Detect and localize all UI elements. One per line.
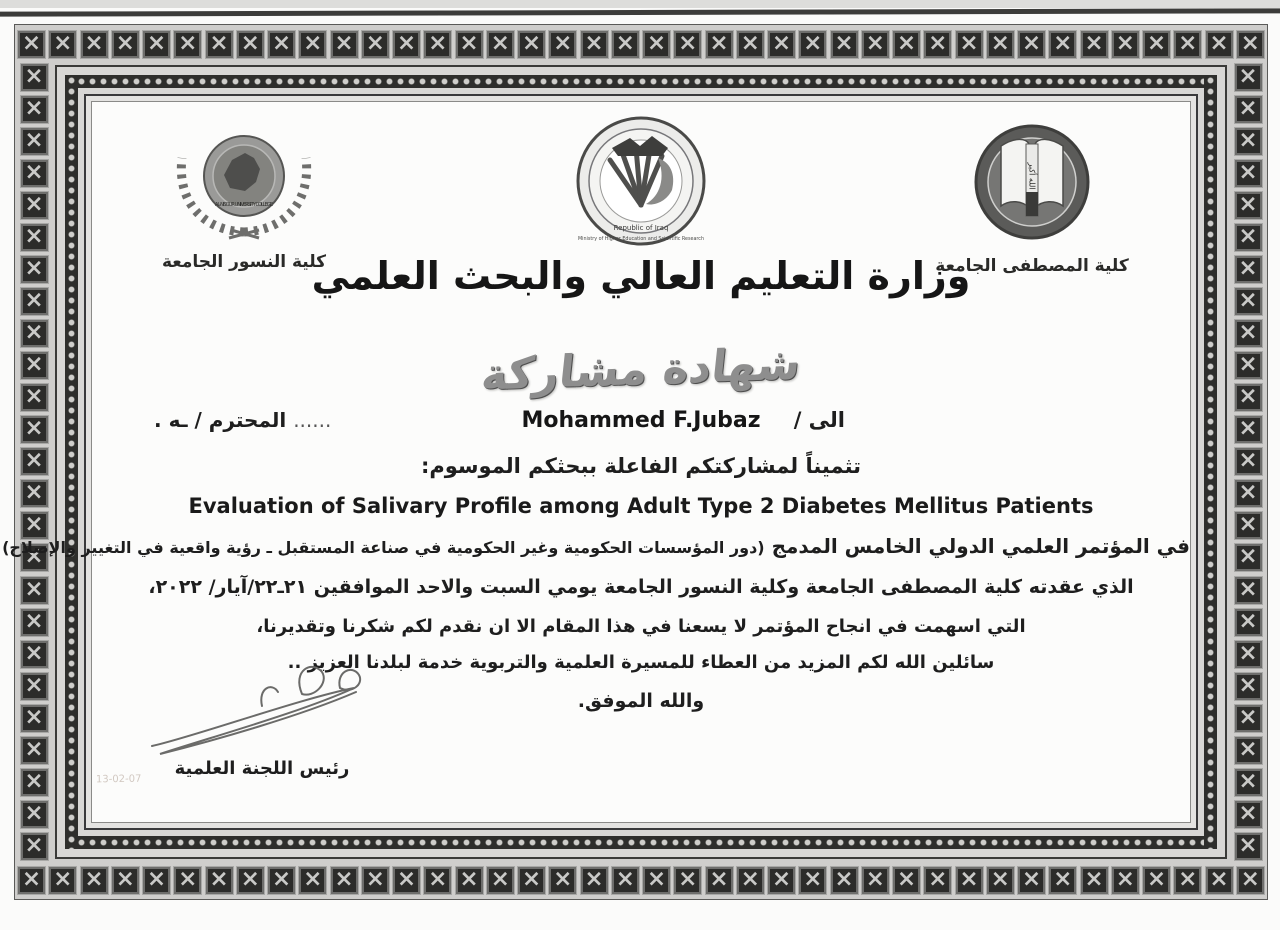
border-ornament-tile — [486, 30, 515, 59]
border-ornament-tile — [1234, 447, 1263, 476]
closing-line: والله الموفق. — [577, 690, 705, 712]
border-ornament-tile — [611, 866, 640, 895]
thanks-line: التي اسهمت في انجاح المؤتمر لا يسعنا في هذا المقام الا ان نقدم لكم شكرنا وتقديرنا، — [256, 616, 1026, 637]
border-ornament-tile — [1234, 608, 1263, 637]
border-ornament-tile — [642, 866, 671, 895]
border-ornament-tile — [767, 30, 796, 59]
ministry-logo — [556, 108, 726, 262]
ministry-emblem-icon — [566, 108, 716, 258]
border-ornament-tile — [361, 866, 390, 895]
border-ornament-tile — [1234, 479, 1263, 508]
scan-edge-strip — [0, 0, 1280, 8]
border-ornament-tile — [923, 866, 952, 895]
border-ornament-tile — [1234, 543, 1263, 572]
border-ornament-tile — [892, 30, 921, 59]
border-ornament-tile — [1234, 255, 1263, 284]
border-ornament-tile — [798, 30, 827, 59]
border-scroll-band-left — [65, 75, 78, 849]
border-scroll-band-bottom — [65, 836, 1217, 849]
border-ornament-tile — [548, 866, 577, 895]
border-ornament-tile — [330, 866, 359, 895]
ministry-calligraphy-title: وزارة التعليم العالي والبحث العلمي — [311, 254, 971, 298]
border-ornament-tile — [892, 866, 921, 895]
border-ornament-tile — [236, 866, 265, 895]
border-ornament-tile — [767, 866, 796, 895]
center-logo-ring-text-top: Republic of Iraq — [613, 224, 669, 232]
border-ornament-tile — [1234, 191, 1263, 220]
border-ornament-tile — [1142, 30, 1171, 59]
border-ornament-tile — [20, 768, 49, 797]
border-ornament-tile — [298, 30, 327, 59]
border-ornament-tile — [955, 866, 984, 895]
right-logo-spine-text: الله أكبر — [1027, 162, 1037, 190]
border-ornament-tile — [1234, 576, 1263, 605]
border-ornament-tile — [173, 866, 202, 895]
border-ornament-tile — [20, 736, 49, 765]
border-ornament-tile — [330, 30, 359, 59]
border-ornament-tile — [20, 800, 49, 829]
border-ornament-tile — [205, 30, 234, 59]
border-ornament-tile — [1234, 800, 1263, 829]
handwritten-signature — [142, 658, 382, 768]
border-tile-band-left — [17, 63, 51, 861]
border-ornament-tile — [642, 30, 671, 59]
scan-edge-line — [0, 8, 1280, 16]
border-ornament-tile — [20, 383, 49, 412]
border-ornament-tile — [1234, 672, 1263, 701]
border-ornament-tile — [861, 866, 890, 895]
border-ornament-tile — [1234, 127, 1263, 156]
border-ornament-tile — [1234, 640, 1263, 669]
border-ornament-tile — [20, 287, 49, 316]
border-ornament-tile — [20, 576, 49, 605]
border-ornament-tile — [580, 30, 609, 59]
border-ornament-tile — [361, 30, 390, 59]
signature-block — [132, 658, 392, 779]
border-ornament-tile — [80, 30, 109, 59]
border-ornament-tile — [205, 866, 234, 895]
border-ornament-tile — [1234, 95, 1263, 124]
border-ornament-tile — [20, 191, 49, 220]
border-ornament-tile — [1236, 866, 1265, 895]
border-ornament-tile — [20, 319, 49, 348]
border-scroll-band-top — [65, 75, 1217, 88]
honorific-label: المحترم / ـه — [168, 408, 287, 432]
left-logo-caption: كلية النسور الجامعة — [161, 252, 327, 272]
open-book-emblem-icon — [957, 120, 1107, 248]
border-ornament-tile — [423, 866, 452, 895]
border-ornament-tile — [861, 30, 890, 59]
border-ornament-tile — [111, 30, 140, 59]
border-ornament-tile — [173, 30, 202, 59]
border-ornament-tile — [1048, 30, 1077, 59]
border-ornament-tile — [986, 866, 1015, 895]
border-ornament-tile — [20, 255, 49, 284]
ornamental-border-frame — [2, 24, 1268, 900]
border-ornament-tile — [1234, 159, 1263, 188]
border-ornament-tile — [80, 866, 109, 895]
left-logo-ring-text: AL-NISOUR UNIVERSITY COLLEGE — [215, 202, 273, 208]
border-ornament-tile — [986, 30, 1015, 59]
border-ornament-tile — [236, 30, 265, 59]
border-ornament-tile — [955, 30, 984, 59]
border-ornament-tile — [455, 866, 484, 895]
conference-name: في المؤتمر العلمي الدولي الخامس المدمج — [771, 534, 1190, 558]
border-ornament-tile — [1017, 866, 1046, 895]
border-ornament-tile — [548, 30, 577, 59]
border-ornament-tile — [423, 30, 452, 59]
signature-title: رئيس اللجنة العلمية — [174, 758, 350, 779]
border-ornament-tile — [611, 30, 640, 59]
border-ornament-tile — [20, 608, 49, 637]
border-ornament-tile — [1236, 30, 1265, 59]
border-ornament-tile — [20, 223, 49, 252]
research-title: Evaluation of Salivary Profile among Adult Type 2 Diabetes Mellitus Patients — [188, 494, 1094, 518]
border-ornament-tile — [1080, 866, 1109, 895]
border-ornament-tile — [1234, 319, 1263, 348]
border-ornament-tile — [1234, 768, 1263, 797]
right-logo-caption: كلية المصطفى الجامعة — [935, 256, 1129, 276]
border-ornament-tile — [580, 866, 609, 895]
border-ornament-tile — [1234, 287, 1263, 316]
border-ornament-tile — [111, 866, 140, 895]
honorific-group — [154, 408, 331, 432]
border-ornament-tile — [673, 30, 702, 59]
border-ornament-tile — [1080, 30, 1109, 59]
border-ornament-tile — [298, 866, 327, 895]
al-mustafa-college-logo — [932, 120, 1132, 276]
border-ornament-tile — [1234, 415, 1263, 444]
border-ornament-tile — [20, 63, 49, 92]
appreciation-line: تثميناً لمشاركتكم الفاعلة ببحثكم الموسوم: — [420, 454, 862, 478]
border-ornament-tile — [1234, 704, 1263, 733]
border-ornament-tile — [736, 866, 765, 895]
border-ornament-tile — [20, 704, 49, 733]
border-ornament-tile — [17, 30, 46, 59]
border-ornament-tile — [1111, 30, 1140, 59]
border-ornament-tile — [20, 640, 49, 669]
recipient-name: Mohammed F.Jubaz — [521, 408, 761, 433]
border-ornament-tile — [1234, 832, 1263, 861]
border-ornament-tile — [486, 866, 515, 895]
border-ornament-tile — [1048, 866, 1077, 895]
border-ornament-tile — [20, 95, 49, 124]
recipient-line — [92, 408, 1190, 440]
border-ornament-tile — [1017, 30, 1046, 59]
faint-date-stamp: 13-02-07 — [95, 773, 142, 786]
border-ornament-tile — [20, 351, 49, 380]
border-ornament-tile — [517, 866, 546, 895]
border-ornament-tile — [267, 30, 296, 59]
border-ornament-tile — [830, 30, 859, 59]
border-ornament-tile — [392, 866, 421, 895]
border-scroll-band-right — [1204, 75, 1217, 849]
blessing-line: سائلين الله لكم المزيد من العطاء للمسيرة العلمية والتربوية خدمة لبلدنا العزيز .. — [287, 652, 995, 673]
border-ornament-tile — [1234, 63, 1263, 92]
border-tile-band-top — [17, 27, 1265, 61]
border-ornament-tile — [20, 447, 49, 476]
border-ornament-tile — [1234, 736, 1263, 765]
border-ornament-tile — [1173, 30, 1202, 59]
border-ornament-tile — [1205, 30, 1234, 59]
dotted-line: ...... — [293, 408, 332, 432]
border-ornament-tile — [48, 30, 77, 59]
border-ornament-tile — [142, 30, 171, 59]
border-ornament-tile — [48, 866, 77, 895]
border-ornament-tile — [20, 159, 49, 188]
border-ornament-tile — [736, 30, 765, 59]
border-ornament-tile — [20, 127, 49, 156]
conference-theme: (دور المؤسسات الحكومية وغير الحكومية في صناعة المستقبل ـ رؤية واقعية في التغيير والإصلاح) — [2, 538, 765, 557]
border-ornament-tile — [392, 30, 421, 59]
border-ornament-tile — [673, 866, 702, 895]
border-ornament-tile — [20, 672, 49, 701]
border-ornament-tile — [455, 30, 484, 59]
border-ornament-tile — [1234, 383, 1263, 412]
conference-line — [2, 534, 1190, 558]
al-nisour-college-logo — [144, 118, 344, 272]
to-label: الى / — [793, 408, 845, 432]
border-ornament-tile — [1205, 866, 1234, 895]
border-ornament-tile — [1173, 866, 1202, 895]
border-tile-band-bottom — [17, 863, 1265, 897]
border-ornament-tile — [517, 30, 546, 59]
border-ornament-tile — [923, 30, 952, 59]
border-ornament-tile — [1111, 866, 1140, 895]
border-ornament-tile — [17, 866, 46, 895]
border-ornament-tile — [798, 866, 827, 895]
trailing-dot: . — [154, 408, 162, 432]
border-ornament-tile — [20, 832, 49, 861]
border-ornament-tile — [705, 866, 734, 895]
border-ornament-tile — [20, 479, 49, 508]
border-ornament-tile — [830, 866, 859, 895]
certificate-title: شهادة مشاركة — [478, 338, 804, 401]
certificate-content — [2, 101, 1191, 823]
border-ornament-tile — [20, 415, 49, 444]
border-ornament-tile — [1234, 223, 1263, 252]
laurel-wreath-emblem-icon — [159, 118, 329, 244]
border-ornament-tile — [1142, 866, 1171, 895]
border-ornament-tile — [267, 866, 296, 895]
border-ornament-tile — [705, 30, 734, 59]
border-ornament-tile — [142, 866, 171, 895]
border-tile-band-right — [1231, 63, 1265, 861]
border-ornament-tile — [1234, 511, 1263, 540]
border-ornament-tile — [1234, 351, 1263, 380]
host-line: الذي عقدته كلية المصطفى الجامعة وكلية النسور الجامعة يومي السبت والاحد الموافقين ٢١ـ٢٢/آيار/ ٢٠٢٢، — [148, 576, 1134, 598]
center-logo-ring-text-bottom: Ministry of Higher Education and Scientific Research — [578, 236, 704, 242]
